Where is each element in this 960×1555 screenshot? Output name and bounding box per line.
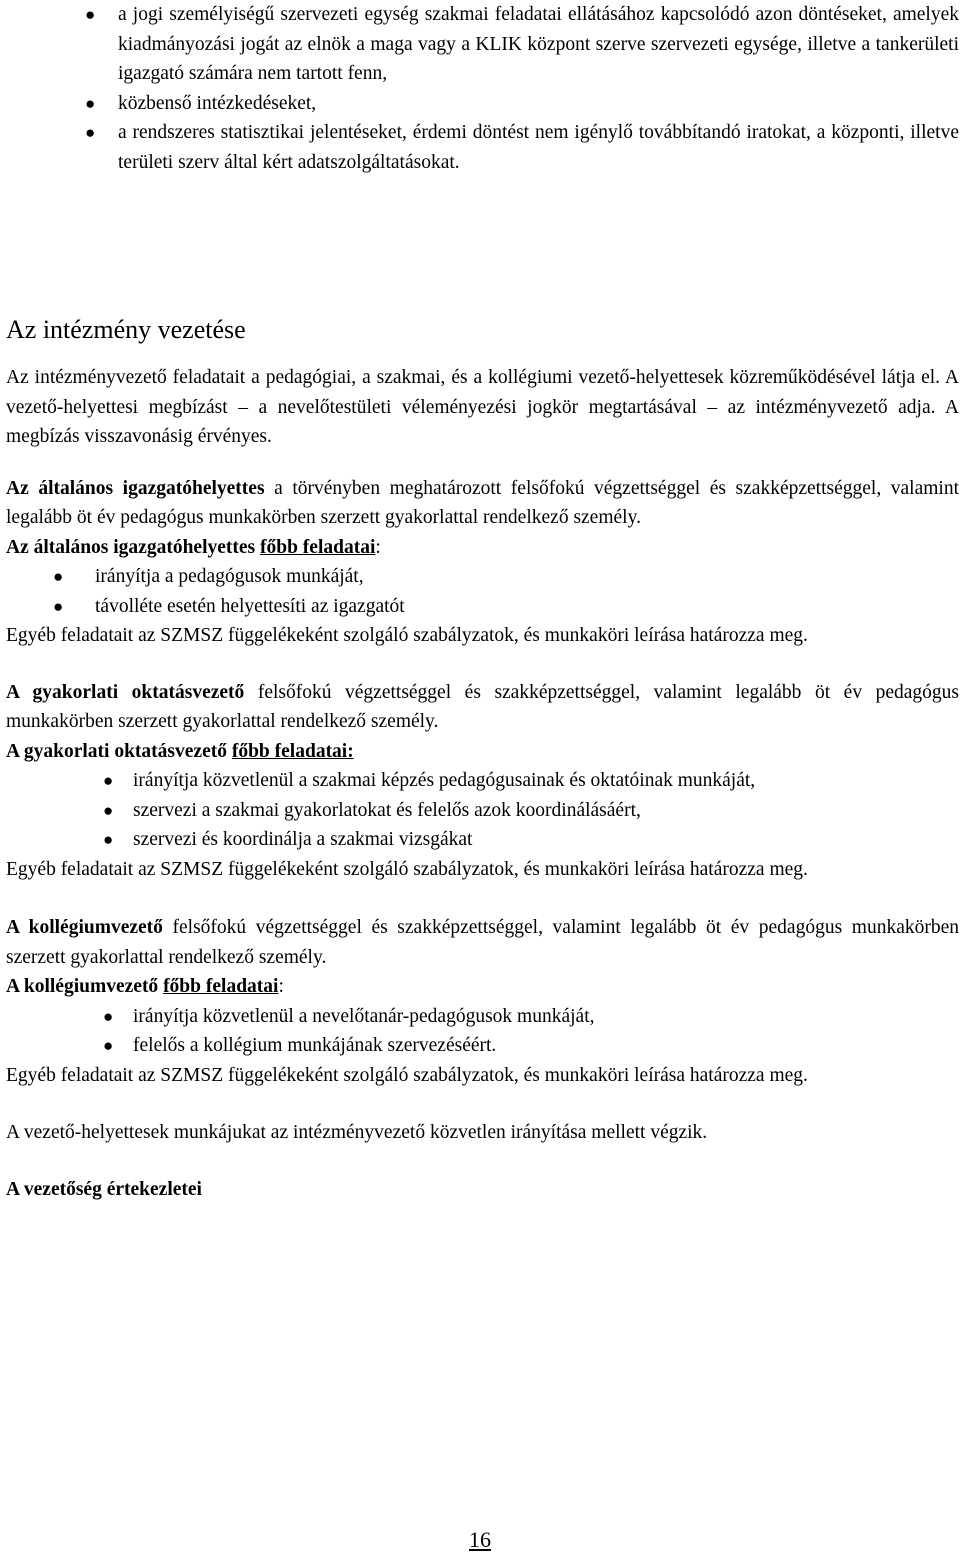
list-item: ● távolléte esetén helyettesíti az igazgatót [95,592,959,622]
document-page [6,0,959,1204]
list-item: ● a rendszeres statisztikai jelentéseket, érdemi döntést nem igénylő továbbítandó iratokat, a központi, illetve területi szerv által kért adatszolgáltatásokat. [118,118,959,177]
general-deputy-title: Az általános igazgatóhelyettes [6,477,265,499]
bullet-icon: ● [53,596,64,616]
bullet-icon: ● [103,800,114,820]
list-item: ● közbenső intézkedéseket, [118,89,959,119]
bullet-icon: ● [85,5,96,24]
list-item: ● irányítja közvetlenül a nevelőtanár-pedagógusok munkáját, [133,1002,959,1032]
practical-head-tasks-heading: A gyakorlati oktatásvezető főbb feladatai: [6,740,354,762]
dorm-head-title: A kollégiumvezető [6,917,163,938]
general-deputy-paragraph: Az általános igazgatóhelyettes a törvényben meghatározott felsőfokú végzettséggel és szakképzettséggel, valamint legalább öt év pedagógus munkakörben szerzett gyakorlattal rendelkező személy. [6,477,960,528]
dorm-head-other: Egyéb feladatait az SZMSZ függelékeként szolgáló szabályzatok, és munkaköri leírása határozza meg. [6,1064,808,1086]
page-number: 16 [469,1527,491,1552]
list-item: ● a jogi személyiségű szervezeti egység szakmai feladatai ellátásához kapcsolódó azon döntéseket, amelyek kiadmányozási jogát az elnök a maga vagy a KLIK központ szerve szervezeti egysége, illetve a tankerületi igazgató számára nem tartott fenn, [118,0,959,89]
list-item: ● felelős a kollégium munkájának szervezéséért. [133,1031,959,1061]
dorm-head-tasks-heading: A kollégiumvezető főbb feladatai: [6,976,284,997]
bullet-icon: ● [103,1036,114,1055]
dorm-head-paragraph: A kollégiumvezető felsőfokú végzettséggel és szakképzettséggel, valamint legalább öt év pedagógus munkakörben szerzett gyakorlattal rendelkező személy. [6,917,959,968]
bullet-icon: ● [103,1006,114,1026]
list-item: ● irányítja a pedagógusok munkáját, [95,562,959,592]
bullet-icon: ● [85,93,96,113]
meetings-heading: A vezetőség értekezletei [6,1178,202,1200]
bullet-icon: ● [85,123,96,142]
list-item: ● szervezi és koordinálja a szakmai vizsgákat [133,825,959,855]
intro-paragraph: Az intézményvezető feladatait a pedagógiai, a szakmai, és a kollégiumi vezető-helyettesek közreműködésével látja el. A vezető-helyettesi megbízást – a nevelőtestületi véleményezési jogkör megtartásával – az intézményvezető adja. A megbízás visszavonásig érvényes. [6,367,959,447]
list-item: ● szervezi a szakmai gyakorlatokat és felelős azok koordinálásáért, [133,796,959,826]
top-bullet-list [85,0,959,177]
section-heading: Az intézmény vezetése [6,315,246,344]
practical-head-paragraph: A gyakorlati oktatásvezető felsőfokú végzettséggel és szakképzettséggel, valamint legalább öt év pedagógus munkakörben szerzett gyakorlattal rendelkező személy. [6,681,960,732]
practical-head-title: A gyakorlati oktatásvezető [6,681,245,703]
practical-head-task-list [103,766,959,855]
general-deputy-tasks-heading: Az általános igazgatóhelyettes főbb feladatai: [6,536,381,558]
bullet-icon: ● [103,771,114,790]
practical-head-other: Egyéb feladatait az SZMSZ függelékeként szolgáló szabályzatok, és munkaköri leírása határozza meg. [6,858,808,880]
general-deputy-task-list [53,562,959,621]
bullet-icon: ● [53,567,64,586]
bullet-icon: ● [103,830,114,849]
dorm-head-task-list [103,1002,959,1061]
deputies-note: A vezető-helyettesek munkájukat az intézményvezető közvetlen irányítása mellett végzik. [6,1122,708,1143]
list-item: ● irányítja közvetlenül a szakmai képzés pedagógusainak és oktatóinak munkáját, [133,766,959,796]
general-deputy-other: Egyéb feladatait az SZMSZ függelékeként szolgáló szabályzatok, és munkaköri leírása határozza meg. [6,625,808,646]
